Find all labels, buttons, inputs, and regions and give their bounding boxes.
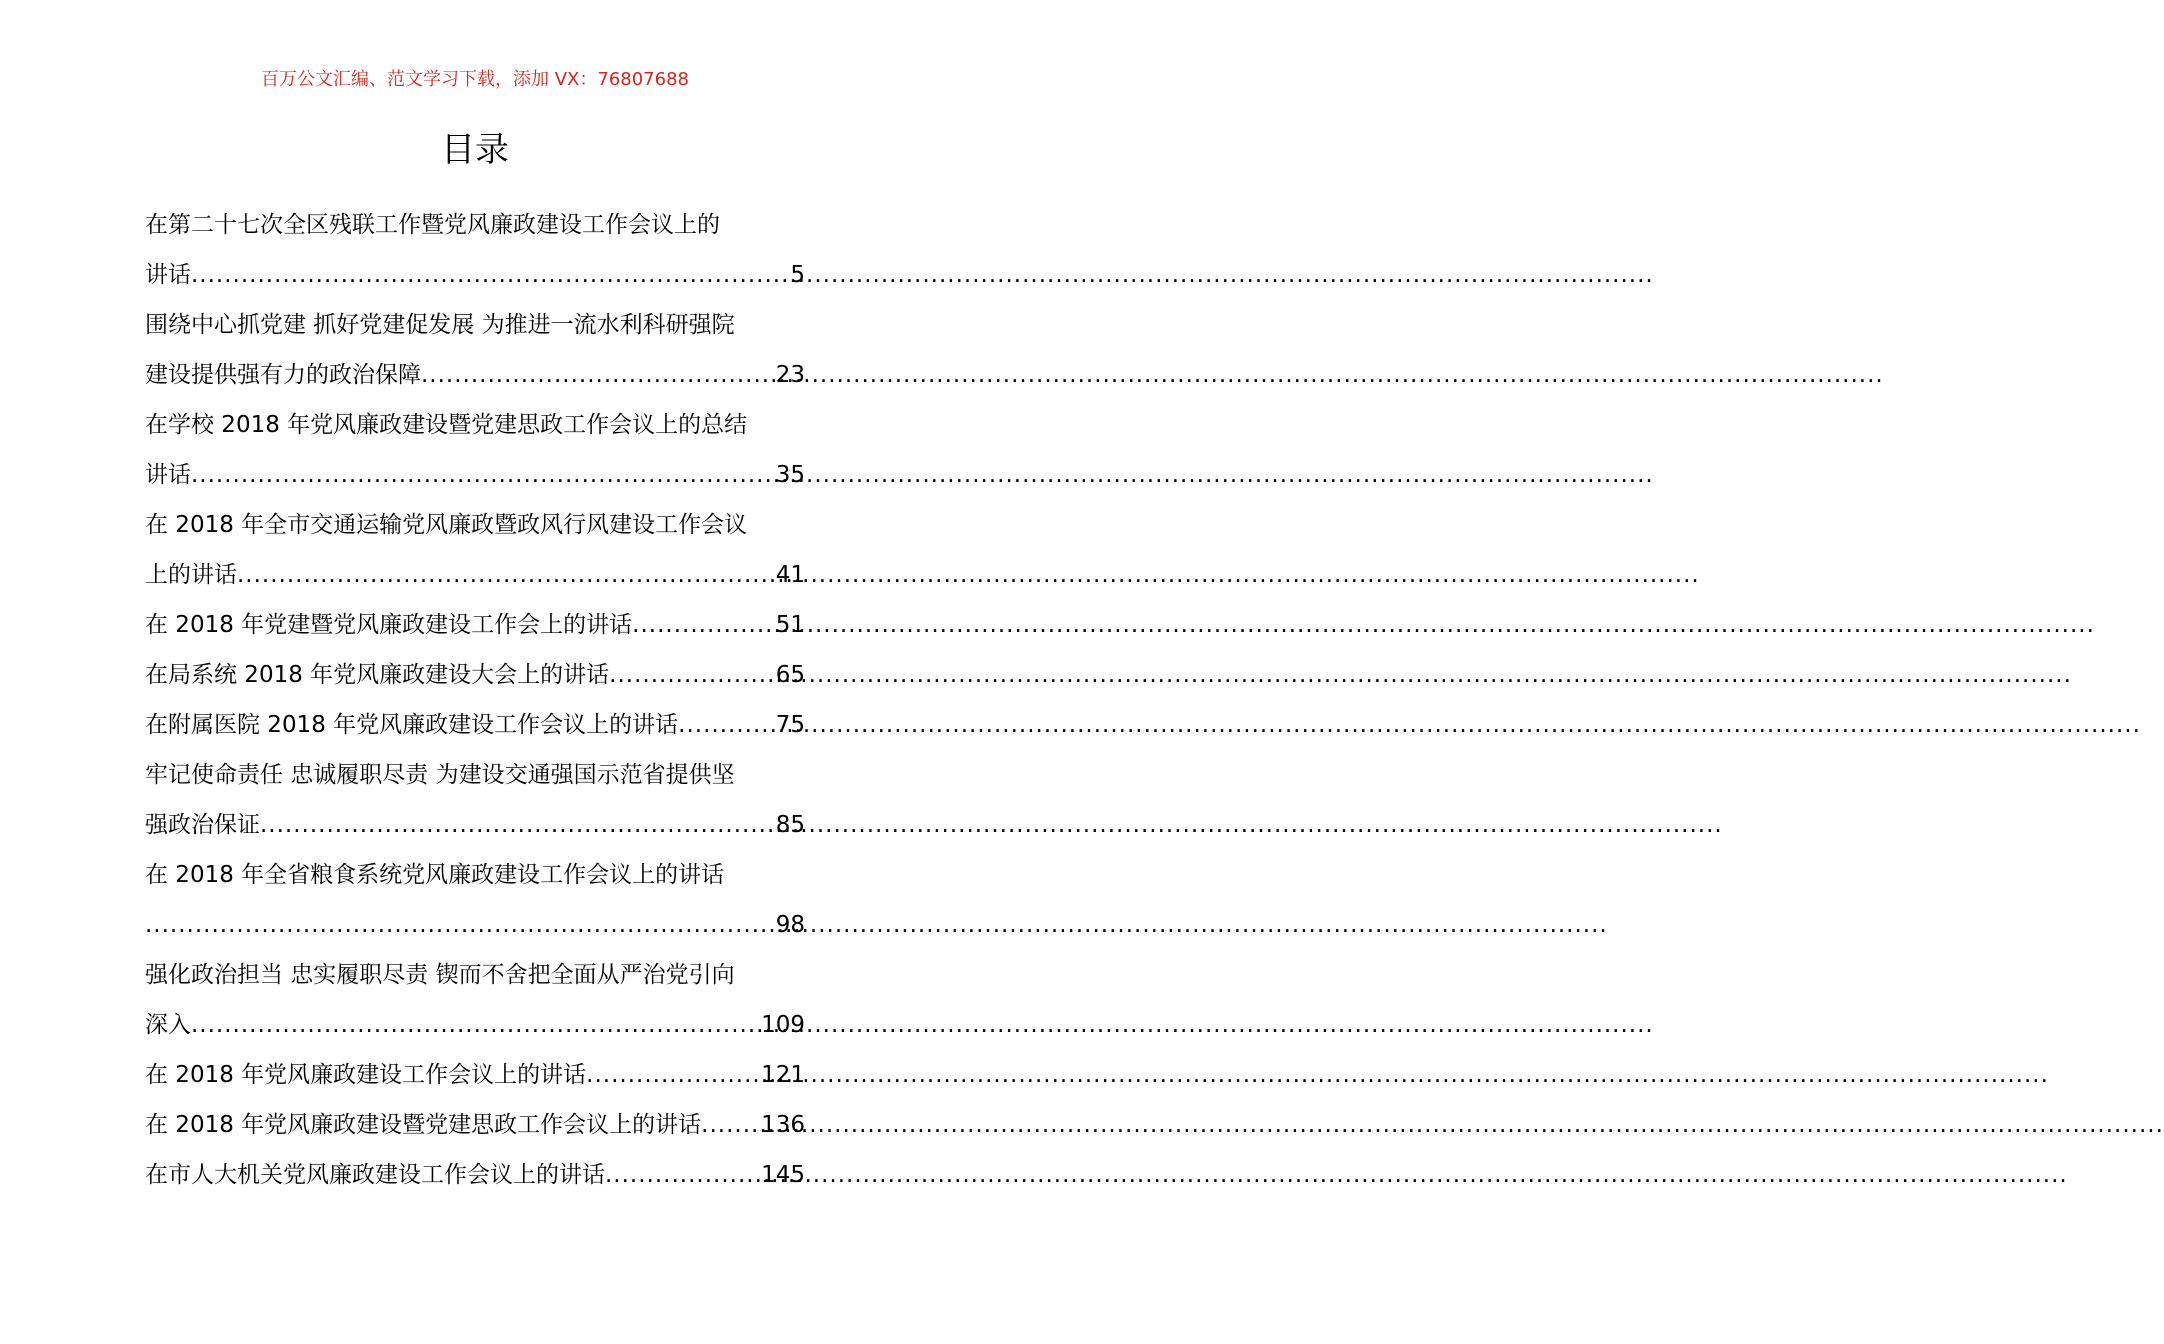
toc-page-number: 85 [775, 812, 805, 838]
dot-leader [678, 700, 776, 750]
toc-entry-line [145, 1050, 805, 1100]
toc-entry-title: 在学校 2018 年党风廉政建设暨党建思政工作会议上的总结 [145, 412, 748, 438]
toc-entry[interactable] [145, 200, 805, 300]
toc-entry[interactable] [145, 750, 805, 850]
toc-entry-title: 在 2018 年党风廉政建设工作会议上的讲话 [145, 1062, 587, 1088]
table-of-contents [145, 200, 805, 1200]
dot-leader [586, 1050, 761, 1100]
toc-entry-line [145, 450, 805, 500]
toc-page-number: 109 [761, 1012, 805, 1038]
toc-entry[interactable] [145, 1150, 805, 1200]
toc-entry-line [145, 500, 805, 550]
document-page [0, 0, 950, 1344]
toc-entry[interactable] [145, 600, 805, 650]
toc-entry-line [145, 850, 805, 900]
toc-entry[interactable] [145, 1050, 805, 1100]
toc-entry-line [145, 900, 805, 950]
toc-entry-title: 围绕中心抓党建 抓好党建促发展 为推进一流水利科研强院 [145, 312, 735, 338]
toc-entry-title: 讲话 [145, 462, 191, 488]
toc-entry-line [145, 800, 805, 850]
toc-entry-line [145, 600, 805, 650]
toc-entry-title: 强化政治担当 忠实履职尽责 锲而不舍把全面从严治党引向 [145, 962, 735, 988]
toc-entry-title: 深入 [145, 1012, 191, 1038]
toc-entry-title: 讲话 [145, 262, 191, 288]
toc-page-number: 75 [775, 712, 805, 738]
toc-entry-title: 强政治保证 [145, 812, 260, 838]
toc-entry-line [145, 650, 805, 700]
toc-entry-line [145, 1150, 805, 1200]
toc-entry[interactable] [145, 850, 805, 950]
toc-entry-title: 在 2018 年党风廉政建设暨党建思政工作会议上的讲话 [145, 1112, 702, 1138]
dot-leader [605, 1150, 761, 1200]
toc-page-number: 23 [775, 362, 805, 388]
toc-page-number: 51 [775, 612, 805, 638]
toc-entry-line [145, 300, 805, 350]
toc-page-number: 136 [761, 1112, 805, 1138]
toc-entry[interactable] [145, 950, 805, 1050]
toc-entry-line [145, 950, 805, 1000]
dot-leader [191, 250, 790, 300]
toc-entry-line [145, 700, 805, 750]
toc-page-number: 121 [761, 1062, 805, 1088]
toc-entry-title: 在第二十七次全区残联工作暨党风廉政建设工作会议上的 [145, 212, 720, 238]
toc-entry[interactable] [145, 400, 805, 500]
dot-leader [609, 650, 776, 700]
toc-page-number: 98 [775, 912, 805, 938]
dot-leader [191, 1000, 761, 1050]
toc-page-number: 145 [761, 1162, 805, 1188]
toc-entry[interactable] [145, 500, 805, 600]
toc-entry-title: 在 2018 年全省粮食系统党风廉政建设工作会议上的讲话 [145, 862, 725, 888]
toc-entry[interactable] [145, 300, 805, 400]
toc-entry-line [145, 350, 805, 400]
toc-page-number: 65 [775, 662, 805, 688]
dot-leader [421, 350, 776, 400]
toc-entry-title: 在附属医院 2018 年党风廉政建设工作会议上的讲话 [145, 712, 679, 738]
header-banner: 百万公文汇编、范文学习下载，添加 VX：76807688 [261, 69, 689, 90]
toc-entry-title: 在 2018 年党建暨党风廉政建设工作会上的讲话 [145, 612, 633, 638]
dot-leader [145, 900, 776, 950]
dot-leader [701, 1100, 761, 1150]
toc-entry[interactable] [145, 1100, 805, 1150]
dot-leader [191, 450, 776, 500]
toc-entry-line [145, 200, 805, 250]
toc-entry[interactable] [145, 650, 805, 700]
toc-entry-title: 在市人大机关党风廉政建设工作会议上的讲话 [145, 1162, 605, 1188]
toc-entry-line [145, 1100, 805, 1150]
toc-entry-title: 牢记使命责任 忠诚履职尽责 为建设交通强国示范省提供坚 [145, 762, 735, 788]
toc-entry-line [145, 250, 805, 300]
toc-entry-title: 在 2018 年全市交通运输党风廉政暨政风行风建设工作会议 [145, 512, 748, 538]
dot-leader [260, 800, 776, 850]
dot-leader [237, 550, 776, 600]
dot-leader [632, 600, 776, 650]
toc-entry-line [145, 400, 805, 450]
toc-entry-line [145, 550, 805, 600]
toc-page-number: 35 [775, 462, 805, 488]
toc-entry-line [145, 750, 805, 800]
toc-entry-title: 上的讲话 [145, 562, 237, 588]
toc-page-number: 41 [775, 562, 805, 588]
toc-entry-line [145, 1000, 805, 1050]
toc-page-number: 5 [790, 262, 805, 288]
toc-entry-title: 在局系统 2018 年党风廉政建设大会上的讲话 [145, 662, 610, 688]
page-title: 目录 [441, 130, 509, 170]
toc-entry[interactable] [145, 700, 805, 750]
toc-entry-title: 建设提供强有力的政治保障 [145, 362, 421, 388]
